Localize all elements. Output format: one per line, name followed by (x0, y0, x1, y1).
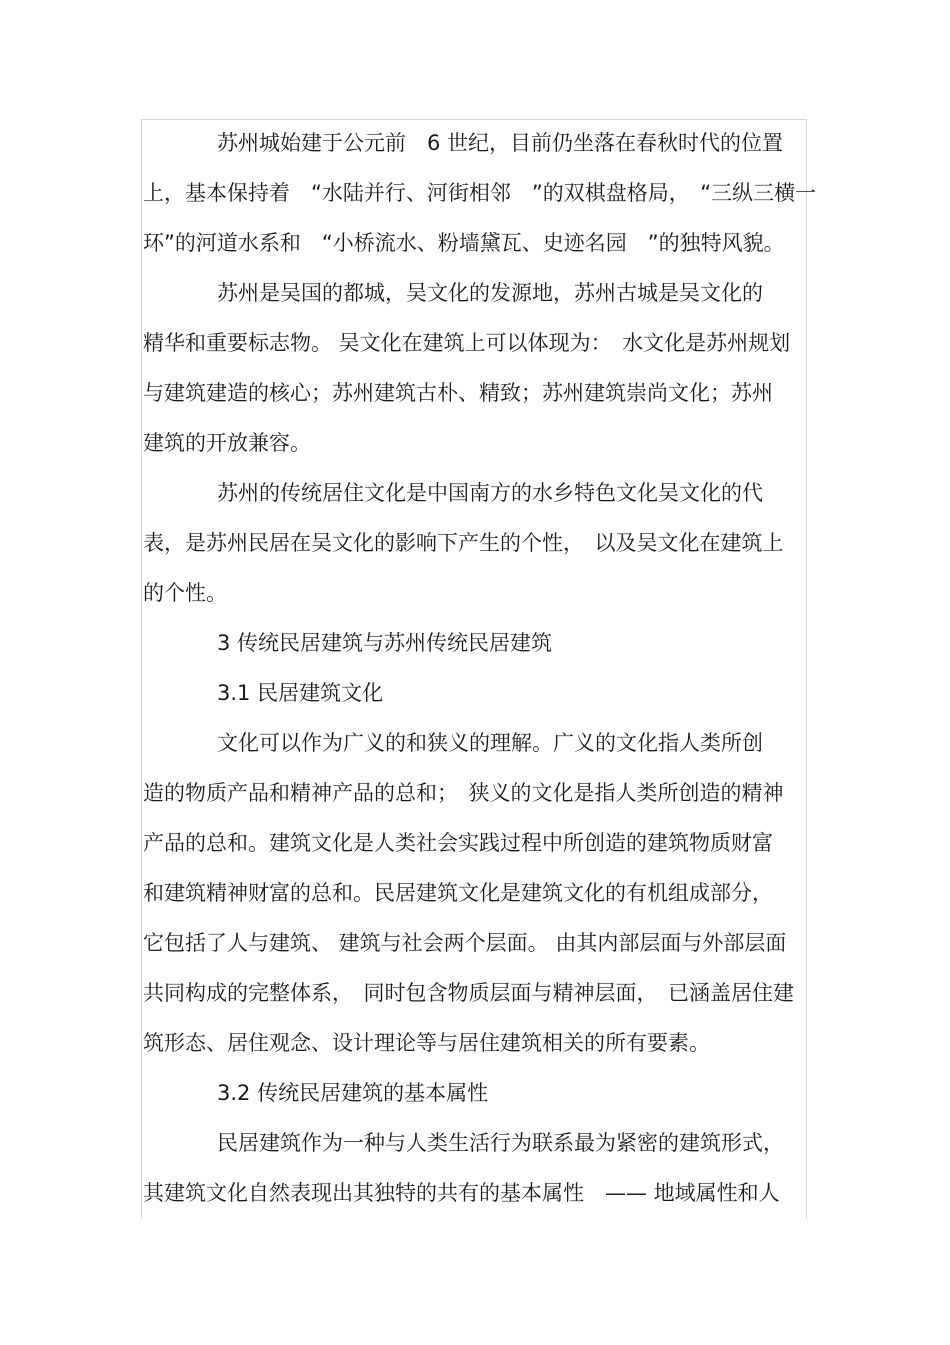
text-line-2: 上，基本保持着 “水陆并行、河街相邻 ”的双棋盘格局， “三纵三横一 (143, 181, 817, 205)
section-heading-3: 3 传统民居建筑与苏州传统民居建筑 (217, 631, 553, 655)
section-heading-3-1: 3.1 民居建筑文化 (217, 681, 384, 705)
text-line-4: 苏州是吴国的都城，吴文化的发源地，苏州古城是吴文化的 (217, 281, 763, 305)
section-heading-3-2: 3.2 传统民居建筑的基本属性 (217, 1081, 489, 1105)
text-line-8: 苏州的传统居住文化是中国南方的水乡特色文化吴文化的代 (217, 481, 763, 505)
text-line-22: 其建筑文化自然表现出其独特的共有的基本属性 —— 地域属性和人 (143, 1181, 780, 1205)
text-line-18: 共同构成的完整体系， 同时包含物质层面与精神层面， 已涵盖居住建 (143, 981, 794, 1005)
text-line-9: 表，是苏州民居在吴文化的影响下产生的个性， 以及吴文化在建筑上 (143, 531, 784, 555)
text-line-21: 民居建筑作为一种与人类生活行为联系最为紧密的建筑形式， (217, 1131, 784, 1155)
text-line-14: 造的物质产品和精神产品的总和； 狭义的文化是指人类所创造的精神 (143, 781, 784, 805)
text-line-17: 它包括了人与建筑、 建筑与社会两个层面。 由其内部层面与外部层面 (143, 931, 787, 955)
text-line-5: 精华和重要标志物。 吴文化在建筑上可以体现为： 水文化是苏州规划 (143, 331, 791, 355)
text-line-10: 的个性。 (143, 581, 227, 605)
text-line-16: 和建筑精神财富的总和。民居建筑文化是建筑文化的有机组成部分， (143, 881, 773, 905)
text-line-13: 文化可以作为广义的和狭义的理解。广义的文化指人类所创 (217, 731, 763, 755)
text-line-1: 苏州城始建于公元前 6 世纪，目前仍坐落在春秋时代的位置 (217, 131, 784, 155)
text-line-7: 建筑的开放兼容。 (143, 431, 311, 455)
text-line-6: 与建筑建造的核心；苏州建筑古朴、精致；苏州建筑崇尚文化；苏州 (143, 381, 773, 405)
text-line-19: 筑形态、居住观念、设计理论等与居住建筑相关的所有要素。 (143, 1031, 710, 1055)
text-line-3: 环”的河道水系和 “小桥流水、粉墙黛瓦、史迹名园 ”的独特风貌。 (143, 231, 785, 255)
text-line-15: 产品的总和。建筑文化是人类社会实践过程中所创造的建筑物质财富 (143, 831, 773, 855)
